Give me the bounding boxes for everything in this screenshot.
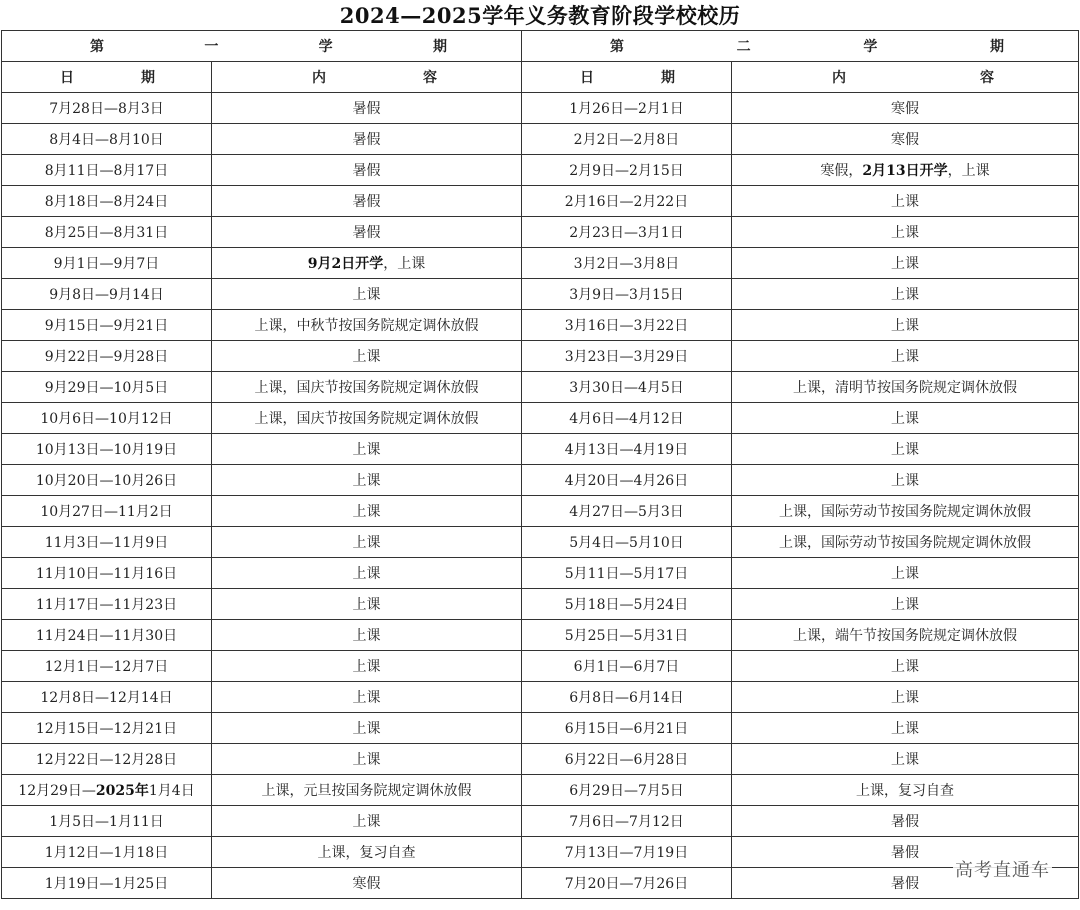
first-semester-date-cell: 1月19日—1月25日 (2, 868, 212, 899)
second-semester-content-cell: 寒假 (732, 93, 1079, 124)
semester-char: 期 (989, 39, 1004, 55)
first-semester-date-cell: 11月24日—11月30日 (2, 620, 212, 651)
first-semester-content-cell: 上课，国庆节按国务院规定调休放假 (212, 403, 522, 434)
first-semester-content-cell: 上课 (212, 465, 522, 496)
second-semester-content-cell: 上课，国际劳动节按国务院规定调休放假 (732, 527, 1079, 558)
cell-text: 12月29日— (18, 783, 96, 799)
cell-text: ，上课 (947, 163, 990, 179)
first-semester-content-cell: 上课，国庆节按国务院规定调休放假 (212, 372, 522, 403)
first-semester-content-cell: 上课 (212, 713, 522, 744)
date-column-header (522, 62, 732, 93)
content-column-header (212, 62, 522, 93)
table-row (2, 620, 1079, 651)
header-char: 内 (832, 70, 846, 86)
first-semester-content-cell: 上课 (212, 589, 522, 620)
second-semester-date-cell: 2月9日—2月15日 (522, 155, 732, 186)
second-semester-content-cell: 上课，国际劳动节按国务院规定调休放假 (732, 496, 1079, 527)
semester-char: 学 (318, 39, 333, 55)
first-semester-date-cell: 1月5日—1月11日 (2, 806, 212, 837)
first-semester-date-cell: 10月27日—11月2日 (2, 496, 212, 527)
second-semester-content-cell: 上课 (732, 217, 1079, 248)
header-char: 期 (661, 70, 675, 86)
first-semester-content-cell: 上课，元旦按国务院规定调休放假 (212, 775, 522, 806)
table-row (2, 310, 1079, 341)
first-semester-content-cell: 寒假 (212, 868, 522, 899)
first-semester-content-cell: 上课 (212, 434, 522, 465)
first-semester-date-cell: 9月1日—9月7日 (2, 248, 212, 279)
first-semester-header (2, 31, 522, 62)
table-row (2, 465, 1079, 496)
second-semester-date-cell: 3月23日—3月29日 (522, 341, 732, 372)
table-row (2, 248, 1079, 279)
first-semester-content-cell: 暑假 (212, 155, 522, 186)
first-semester-date-cell: 10月13日—10月19日 (2, 434, 212, 465)
first-semester-date-cell: 9月8日—9月14日 (2, 279, 212, 310)
table-row (2, 558, 1079, 589)
first-semester-content-cell: 上课 (212, 620, 522, 651)
first-semester-content-cell: 上课 (212, 682, 522, 713)
semester-char: 第 (90, 39, 104, 55)
first-semester-content-cell: 上课 (212, 558, 522, 589)
second-semester-content-cell: 上课 (732, 434, 1079, 465)
second-semester-date-cell: 6月8日—6月14日 (522, 682, 732, 713)
table-row (2, 837, 1079, 868)
semester-char: 第 (610, 39, 624, 55)
semester-char: 二 (736, 39, 751, 55)
second-semester-date-cell: 3月30日—4月5日 (522, 372, 732, 403)
calendar-title: 2024—2025学年义务教育阶段学校校历 (339, 3, 741, 28)
bold-text: 9月2日开学 (307, 256, 384, 272)
second-semester-date-cell: 4月13日—4月19日 (522, 434, 732, 465)
bold-text: 2月13日开学 (862, 163, 948, 179)
semester-header-row (2, 31, 1079, 62)
table-row (2, 868, 1079, 899)
table-row (2, 279, 1079, 310)
first-semester-content-cell: 上课，复习自查 (212, 837, 522, 868)
second-semester-content-cell: 寒假 (732, 124, 1079, 155)
table-row (2, 434, 1079, 465)
table-row (2, 217, 1079, 248)
first-semester-content-cell: 上课 (212, 744, 522, 775)
first-semester-content-cell: 暑假 (212, 124, 522, 155)
second-semester-date-cell: 6月22日—6月28日 (522, 744, 732, 775)
second-semester-header (522, 31, 1079, 62)
bold-text: 2025年 (95, 783, 149, 799)
header-char: 期 (141, 70, 155, 86)
header-char: 内 (312, 70, 326, 86)
table-row (2, 744, 1079, 775)
second-semester-content-cell: 上课 (732, 651, 1079, 682)
second-semester-content-cell: 上课 (732, 682, 1079, 713)
cell-text: 1月4日 (148, 783, 195, 799)
school-calendar-table (1, 30, 1079, 899)
second-semester-content-cell: 上课 (732, 744, 1079, 775)
header-char: 日 (60, 70, 74, 86)
second-semester-content-cell: 上课，端午节按国务院规定调休放假 (732, 620, 1079, 651)
second-semester-content-cell: 上课 (732, 465, 1079, 496)
table-row (2, 372, 1079, 403)
second-semester-content-cell: 上课 (732, 558, 1079, 589)
first-semester-date-cell: 12月1日—12月7日 (2, 651, 212, 682)
date-column-header (2, 62, 212, 93)
second-semester-date-cell: 2月2日—2月8日 (522, 124, 732, 155)
cell-text: 寒假， (820, 163, 863, 179)
first-semester-content-cell: 上课 (212, 279, 522, 310)
table-row (2, 589, 1079, 620)
second-semester-content-cell (732, 155, 1079, 186)
first-semester-content-cell: 上课 (212, 806, 522, 837)
second-semester-content-cell: 上课 (732, 341, 1079, 372)
table-row (2, 651, 1079, 682)
second-semester-content-cell: 上课 (732, 403, 1079, 434)
cell-text: ，上课 (383, 256, 426, 272)
second-semester-content-cell: 暑假 (732, 837, 1079, 868)
second-semester-content-cell: 上课 (732, 713, 1079, 744)
second-semester-date-cell: 1月26日—2月1日 (522, 93, 732, 124)
first-semester-date-cell: 11月17日—11月23日 (2, 589, 212, 620)
second-semester-date-cell: 5月4日—5月10日 (522, 527, 732, 558)
second-semester-content-cell: 上课 (732, 279, 1079, 310)
semester-char: 一 (204, 39, 219, 55)
first-semester-date-cell: 12月22日—12月28日 (2, 744, 212, 775)
first-semester-date-cell: 12月8日—12月14日 (2, 682, 212, 713)
second-semester-content-cell: 上课，清明节按国务院规定调休放假 (732, 372, 1079, 403)
first-semester-date-cell: 10月6日—10月12日 (2, 403, 212, 434)
second-semester-date-cell: 5月11日—5月17日 (522, 558, 732, 589)
first-semester-date-cell: 8月4日—8月10日 (2, 124, 212, 155)
table-row (2, 186, 1079, 217)
first-semester-content-cell: 上课 (212, 527, 522, 558)
table-row (2, 682, 1079, 713)
second-semester-date-cell: 7月6日—7月12日 (522, 806, 732, 837)
first-semester-content-cell: 暑假 (212, 186, 522, 217)
first-semester-date-cell: 8月25日—8月31日 (2, 217, 212, 248)
first-semester-date-cell (2, 775, 212, 806)
second-semester-date-cell: 6月29日—7月5日 (522, 775, 732, 806)
first-semester-content-cell: 暑假 (212, 93, 522, 124)
second-semester-content-cell: 暑假 (732, 868, 1079, 899)
first-semester-date-cell: 10月20日—10月26日 (2, 465, 212, 496)
first-semester-date-cell: 9月15日—9月21日 (2, 310, 212, 341)
table-row (2, 775, 1079, 806)
second-semester-content-cell: 上课 (732, 186, 1079, 217)
second-semester-date-cell: 7月13日—7月19日 (522, 837, 732, 868)
first-semester-date-cell: 11月3日—11月9日 (2, 527, 212, 558)
semester-char: 期 (432, 39, 447, 55)
semester-char: 学 (863, 39, 878, 55)
second-semester-date-cell: 3月9日—3月15日 (522, 279, 732, 310)
second-semester-date-cell: 5月18日—5月24日 (522, 589, 732, 620)
second-semester-date-cell: 4月6日—4月12日 (522, 403, 732, 434)
first-semester-date-cell: 12月15日—12月21日 (2, 713, 212, 744)
header-char: 容 (980, 70, 994, 86)
table-row (2, 713, 1079, 744)
first-semester-content-cell: 上课 (212, 651, 522, 682)
table-row (2, 403, 1079, 434)
first-semester-date-cell: 7月28日—8月3日 (2, 93, 212, 124)
second-semester-date-cell: 3月2日—3月8日 (522, 248, 732, 279)
first-semester-date-cell: 9月29日—10月5日 (2, 372, 212, 403)
first-semester-date-cell: 8月11日—8月17日 (2, 155, 212, 186)
second-semester-content-cell: 暑假 (732, 806, 1079, 837)
second-semester-date-cell: 3月16日—3月22日 (522, 310, 732, 341)
first-semester-date-cell: 8月18日—8月24日 (2, 186, 212, 217)
header-char: 日 (580, 70, 594, 86)
first-semester-content-cell: 上课 (212, 496, 522, 527)
first-semester-date-cell: 1月12日—1月18日 (2, 837, 212, 868)
second-semester-date-cell: 6月15日—6月21日 (522, 713, 732, 744)
table-row (2, 155, 1079, 186)
second-semester-date-cell: 4月20日—4月26日 (522, 465, 732, 496)
second-semester-date-cell: 2月23日—3月1日 (522, 217, 732, 248)
first-semester-content-cell (212, 248, 522, 279)
second-semester-content-cell: 上课 (732, 248, 1079, 279)
first-semester-content-cell: 上课 (212, 341, 522, 372)
table-row (2, 93, 1079, 124)
second-semester-date-cell: 6月1日—6月7日 (522, 651, 732, 682)
second-semester-date-cell: 7月20日—7月26日 (522, 868, 732, 899)
watermark-text: 高考直通车 (953, 856, 1052, 882)
table-row (2, 527, 1079, 558)
second-semester-date-cell: 4月27日—5月3日 (522, 496, 732, 527)
second-semester-content-cell: 上课，复习自查 (732, 775, 1079, 806)
column-header-row (2, 62, 1079, 93)
second-semester-content-cell: 上课 (732, 589, 1079, 620)
table-row (2, 496, 1079, 527)
table-row (2, 806, 1079, 837)
header-char: 容 (423, 70, 437, 86)
second-semester-date-cell: 5月25日—5月31日 (522, 620, 732, 651)
second-semester-content-cell: 上课 (732, 310, 1079, 341)
first-semester-content-cell: 暑假 (212, 217, 522, 248)
first-semester-date-cell: 9月22日—9月28日 (2, 341, 212, 372)
table-row (2, 341, 1079, 372)
second-semester-date-cell: 2月16日—2月22日 (522, 186, 732, 217)
first-semester-content-cell: 上课，中秋节按国务院规定调休放假 (212, 310, 522, 341)
table-row (2, 124, 1079, 155)
content-column-header (732, 62, 1079, 93)
first-semester-date-cell: 11月10日—11月16日 (2, 558, 212, 589)
